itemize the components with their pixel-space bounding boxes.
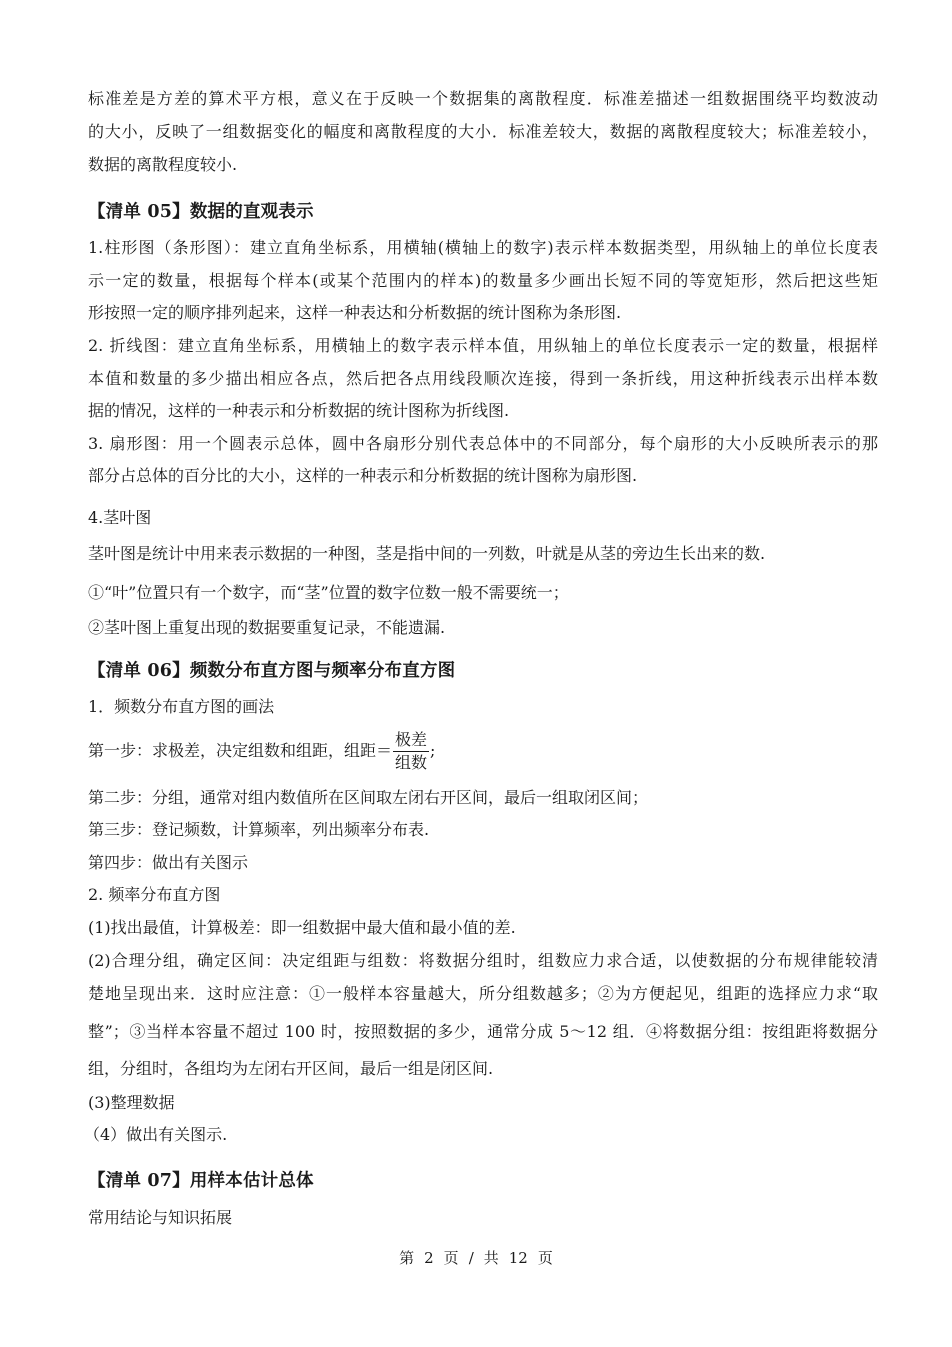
step-1	[88, 729, 878, 775]
footer-page-label: 第	[399, 1249, 415, 1267]
stem-leaf-line-3: ②茎叶图上重复出现的数据要重复记录，不能遗漏.	[88, 618, 446, 637]
bar-chart-line-2: 示一定的数量，根据每个样本(或某个范围内的样本)的数量多少画出长短不同的等宽矩形，然后把这些矩	[88, 271, 878, 290]
section-06-heading: 【清单 06】频数分布直方图与频率分布直方图	[88, 661, 456, 681]
freq-histogram-subtitle: 2. 频率分布直方图	[88, 885, 221, 904]
step-1-suffix: ;	[430, 741, 436, 760]
item-4: （4）做出有关图示.	[84, 1125, 228, 1144]
fraction-numerator: 极差	[393, 729, 429, 752]
histogram-method-subtitle: 1．频数分布直方图的画法	[88, 697, 275, 716]
footer-total-label: 共	[483, 1249, 499, 1267]
fraction-denominator: 组数	[395, 753, 428, 772]
item-2-line-4: 组，分组时，各组均为左闭右开区间，最后一组是闭区间.	[88, 1059, 494, 1078]
bar-chart-line-1: 1.柱形图（条形图）：建立直角坐标系，用横轴(横轴上的数字)表示样本数据类型，用纵轴上的单位长度表	[88, 238, 878, 257]
section-07-line-1: 常用结论与知识拓展	[88, 1208, 233, 1227]
step-3: 第三步：登记频数，计算频率，列出频率分布表.	[88, 820, 430, 839]
stem-leaf-line-1: 茎叶图是统计中用来表示数据的一种图，茎是指中间的一列数，叶就是从茎的旁边生长出来的数.	[88, 544, 766, 563]
footer-total-number: 12	[508, 1249, 528, 1267]
step-2: 第二步：分组，通常对组内数值所在区间取左闭右开区间，最后一组取闭区间；	[88, 788, 649, 807]
line-chart-line-2: 本值和数量的多少描出相应各点，然后把各点用线段顺次连接，得到一条折线，用这种折线表示出样本数	[88, 369, 878, 388]
pie-chart-line-2: 部分占总体的百分比的大小，这样的一种表示和分析数据的统计图称为扇形图.	[88, 466, 638, 485]
section-05-heading: 【清单 05】数据的直观表示	[88, 202, 314, 222]
line-chart-line-1: 2. 折线图：建立直角坐标系，用横轴上的数字表示样本值，用纵轴上的单位长度表示一定的数量，根据样	[88, 336, 878, 355]
footer-total-unit: 页	[537, 1249, 553, 1267]
item-2-line-3: 整”；③当样本容量不超过 100 时，按照数据的多少，通常分成 5～12 组．④将数据分组：按组距将数据分	[88, 1022, 878, 1041]
std-dev-line-1: 标准差是方差的算术平方根，意义在于反映一个数据集的离散程度．标准差描述一组数据围绕平均数波动	[88, 89, 878, 108]
section-07-heading: 【清单 07】用样本估计总体	[88, 1171, 314, 1191]
stem-leaf-title: 4.茎叶图	[88, 508, 152, 527]
stem-leaf-line-2: ①“叶”位置只有一个数字，而“茎”位置的数字位数一般不需要统一；	[88, 583, 569, 602]
pie-chart-line-1: 3. 扇形图：用一个圆表示总体，圆中各扇形分别代表总体中的不同部分，每个扇形的大小反映所表示的那	[88, 434, 878, 453]
footer-separator: /	[468, 1249, 474, 1267]
line-chart-line-3: 据的情况，这样的一种表示和分析数据的统计图称为折线图.	[88, 401, 510, 420]
std-dev-line-2: 的大小，反映了一组数据变化的幅度和离散程度的大小．标准差较大，数据的离散程度较大；标准差较小，	[88, 122, 878, 141]
item-1: (1)找出最值，计算极差：即一组数据中最大值和最小值的差.	[88, 918, 516, 937]
step-1-text: 第一步：求极差，决定组数和组距，组距＝	[88, 741, 393, 760]
page-footer	[0, 1248, 952, 1268]
std-dev-line-3: 数据的离散程度较小.	[88, 155, 238, 174]
footer-page-unit: 页	[443, 1249, 459, 1267]
footer-page-number: 2	[424, 1249, 434, 1267]
step-4: 第四步：做出有关图示	[88, 853, 249, 872]
item-3: (3)整理数据	[88, 1093, 175, 1112]
bar-chart-line-3: 形按照一定的顺序排列起来，这样一种表达和分析数据的统计图称为条形图.	[88, 303, 622, 322]
item-2-line-1: (2)合理分组，确定区间：决定组距与组数：将数据分组时，组数应力求合适，以使数据的分布规律能较清	[88, 951, 878, 970]
item-2-line-2: 楚地呈现出来．这时应注意：①一般样本容量越大，所分组数越多；②为方便起见，组距的选择应力求“取	[88, 984, 878, 1003]
range-over-groups-fraction	[393, 729, 429, 774]
